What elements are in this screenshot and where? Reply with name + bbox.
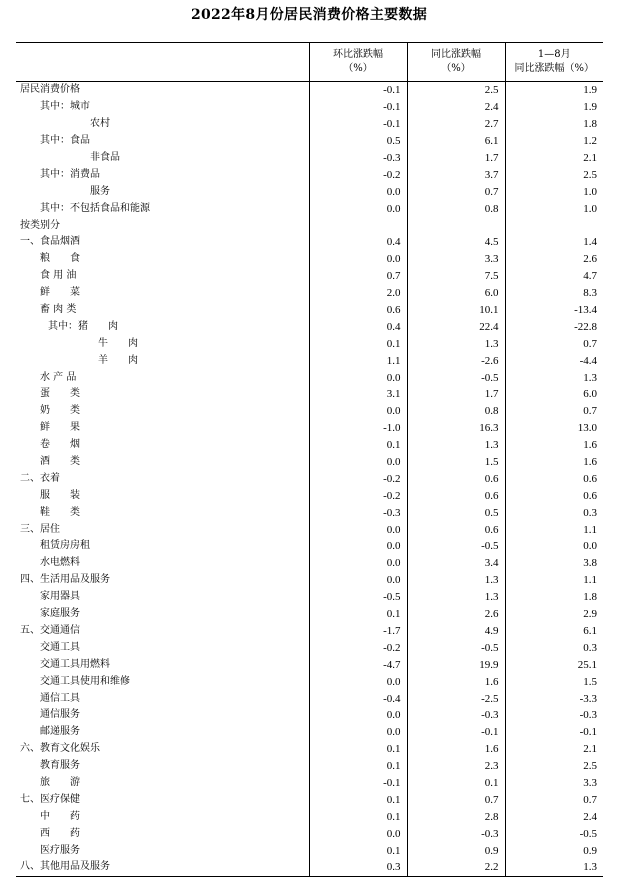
row-label: 其中：食品	[40, 135, 90, 147]
table-row	[16, 606, 603, 623]
row-yoy-value: 0.7	[407, 183, 505, 200]
row-label: 教育服务	[40, 760, 80, 772]
row-yoy-value: 10.1	[407, 302, 505, 319]
header-mom-line1: 环比涨跌幅	[333, 49, 383, 60]
table-row	[16, 758, 603, 775]
header-ytd-line1: 1—8月	[537, 49, 571, 60]
row-label: 二、衣着	[20, 472, 60, 484]
row-ytd-value: 0.0	[505, 538, 603, 555]
row-label: 服务	[90, 185, 110, 197]
row-ytd-value: 1.1	[505, 521, 603, 538]
table-row	[16, 302, 603, 319]
table-row	[16, 504, 603, 521]
row-label: 八、其他用品及服务	[16, 859, 309, 876]
row-yoy-value	[407, 217, 505, 234]
row-label: 卷 烟	[40, 439, 80, 451]
row-label: 一、食品烟酒	[20, 236, 80, 248]
row-yoy-value: -0.5	[407, 369, 505, 386]
row-ytd-value: 1.8	[505, 116, 603, 133]
table-row	[16, 133, 603, 150]
table-row	[16, 741, 603, 758]
row-yoy-value: 0.8	[407, 200, 505, 217]
row-mom-value: 0.0	[309, 200, 407, 217]
row-ytd-value	[505, 217, 603, 234]
row-ytd-value: -0.1	[505, 724, 603, 741]
row-mom-value: 0.1	[309, 758, 407, 775]
row-ytd-value: -3.3	[505, 690, 603, 707]
header-yoy-line1: 同比涨跌幅	[431, 49, 481, 60]
row-ytd-value: 1.0	[505, 183, 603, 200]
row-mom-value: -0.3	[309, 150, 407, 167]
row-ytd-value: 0.3	[505, 639, 603, 656]
table-row	[16, 454, 603, 471]
row-ytd-value: 6.1	[505, 623, 603, 640]
header-ytd-line2: 同比涨跌幅（%）	[514, 63, 594, 74]
row-label: 邮递服务	[40, 726, 80, 738]
row-ytd-value: 4.7	[505, 268, 603, 285]
table-row	[16, 572, 603, 589]
row-label: 其中：猪 肉	[48, 320, 118, 332]
row-ytd-value: 2.6	[505, 251, 603, 268]
row-mom-value: -0.2	[309, 166, 407, 183]
row-yoy-value: -0.1	[407, 724, 505, 741]
table-row	[16, 437, 603, 454]
table-row	[16, 639, 603, 656]
table-row	[16, 150, 603, 167]
table-row	[16, 707, 603, 724]
table-row	[16, 251, 603, 268]
row-label: 鲜 菜	[40, 287, 80, 299]
header-ytd	[505, 43, 603, 82]
row-mom-value: 0.0	[309, 724, 407, 741]
row-yoy-value: 0.8	[407, 403, 505, 420]
row-mom-value: -0.1	[309, 82, 407, 99]
table-row	[16, 555, 603, 572]
row-label: 中 药	[40, 810, 80, 822]
row-mom-value: 0.4	[309, 318, 407, 335]
row-mom-value: 0.6	[309, 302, 407, 319]
table-row	[16, 791, 603, 808]
row-yoy-value: 2.6	[407, 606, 505, 623]
row-yoy-value: 0.5	[407, 504, 505, 521]
row-label: 五、交通通信	[20, 624, 80, 636]
row-yoy-value: 22.4	[407, 318, 505, 335]
row-label: 通信工具	[40, 692, 80, 704]
row-ytd-value: 1.4	[505, 234, 603, 251]
row-ytd-value: 1.6	[505, 454, 603, 471]
row-ytd-value: 2.4	[505, 808, 603, 825]
row-ytd-value: 1.1	[505, 572, 603, 589]
row-yoy-value: 0.6	[407, 521, 505, 538]
table-row	[16, 183, 603, 200]
row-mom-value: 0.1	[309, 437, 407, 454]
row-ytd-value: 0.6	[505, 487, 603, 504]
row-ytd-value: 1.2	[505, 133, 603, 150]
table-row	[16, 82, 603, 99]
row-mom-value: 0.0	[309, 538, 407, 555]
table-row	[16, 99, 603, 116]
table-row	[16, 166, 603, 183]
row-label: 交通工具用燃料	[40, 658, 110, 670]
row-ytd-value: 6.0	[505, 386, 603, 403]
row-mom-value: -4.7	[309, 656, 407, 673]
row-label: 租赁房房租	[40, 540, 90, 552]
row-yoy-value: 3.7	[407, 166, 505, 183]
row-label: 鲜 果	[40, 422, 80, 434]
row-mom-value: 0.0	[309, 251, 407, 268]
row-label: 医疗服务	[40, 844, 80, 856]
row-mom-value: 0.1	[309, 808, 407, 825]
row-ytd-value: 1.9	[505, 99, 603, 116]
row-ytd-value: 2.1	[505, 150, 603, 167]
row-mom-value: 0.0	[309, 673, 407, 690]
table-row	[16, 369, 603, 386]
row-mom-value: 1.1	[309, 352, 407, 369]
row-label: 其中：消费品	[40, 168, 100, 180]
row-yoy-value: 1.6	[407, 673, 505, 690]
row-label: 交通工具	[40, 641, 80, 653]
row-mom-value: 0.7	[309, 268, 407, 285]
row-label: 服 装	[40, 489, 80, 501]
table-row	[16, 623, 603, 640]
row-yoy-value: 0.1	[407, 775, 505, 792]
header-mom	[309, 43, 407, 82]
row-label: 牛 肉	[98, 337, 138, 349]
row-ytd-value: 2.5	[505, 166, 603, 183]
row-mom-value: 0.1	[309, 842, 407, 859]
table-row	[16, 690, 603, 707]
row-yoy-value: 1.3	[407, 335, 505, 352]
row-mom-value: 0.0	[309, 825, 407, 842]
table-row	[16, 116, 603, 133]
row-ytd-value: 0.7	[505, 403, 603, 420]
row-mom-value: 0.5	[309, 133, 407, 150]
row-mom-value: -0.2	[309, 470, 407, 487]
table-header-row	[16, 43, 603, 82]
row-ytd-value: 0.6	[505, 470, 603, 487]
row-mom-value: -0.5	[309, 589, 407, 606]
row-mom-value: 0.0	[309, 572, 407, 589]
row-mom-value: 0.1	[309, 741, 407, 758]
row-label: 奶 类	[40, 405, 80, 417]
table-row	[16, 403, 603, 420]
row-label: 羊 肉	[98, 354, 138, 366]
row-yoy-value: 1.3	[407, 572, 505, 589]
row-mom-value: 3.1	[309, 386, 407, 403]
row-label: 农村	[90, 118, 110, 130]
table-row	[16, 420, 603, 437]
table-row	[16, 673, 603, 690]
row-yoy-value: 6.1	[407, 133, 505, 150]
row-mom-value: -0.1	[309, 116, 407, 133]
row-yoy-value: -0.5	[407, 538, 505, 555]
row-yoy-value: 2.2	[407, 859, 505, 876]
row-ytd-value: -22.8	[505, 318, 603, 335]
row-yoy-value: -0.3	[407, 707, 505, 724]
row-yoy-value: 6.0	[407, 285, 505, 302]
row-mom-value: 0.0	[309, 707, 407, 724]
row-mom-value: 2.0	[309, 285, 407, 302]
row-label: 水 产 品	[40, 371, 77, 383]
cpi-table	[16, 42, 603, 877]
table-row	[16, 808, 603, 825]
row-yoy-value: -0.3	[407, 825, 505, 842]
row-ytd-value: 1.3	[505, 859, 603, 876]
row-yoy-value: 3.3	[407, 251, 505, 268]
row-label: 其中：城市	[40, 101, 90, 113]
row-ytd-value: 2.9	[505, 606, 603, 623]
row-mom-value	[309, 217, 407, 234]
row-label: 家庭服务	[40, 608, 80, 620]
row-mom-value: 0.0	[309, 403, 407, 420]
row-mom-value: -0.1	[309, 775, 407, 792]
row-label: 六、教育文化娱乐	[20, 743, 100, 755]
row-mom-value: 0.0	[309, 183, 407, 200]
row-ytd-value: -4.4	[505, 352, 603, 369]
row-yoy-value: 2.7	[407, 116, 505, 133]
header-item	[16, 43, 309, 82]
row-ytd-value: -0.5	[505, 825, 603, 842]
table-row	[16, 589, 603, 606]
row-ytd-value: 8.3	[505, 285, 603, 302]
row-label: 酒 类	[40, 456, 80, 468]
table-row	[16, 724, 603, 741]
row-yoy-value: 1.3	[407, 437, 505, 454]
row-mom-value: 0.0	[309, 369, 407, 386]
row-mom-value: -0.4	[309, 690, 407, 707]
row-mom-value: -1.7	[309, 623, 407, 640]
row-yoy-value: 7.5	[407, 268, 505, 285]
row-label: 西 药	[40, 827, 80, 839]
row-mom-value: -1.0	[309, 420, 407, 437]
row-yoy-value: 0.7	[407, 791, 505, 808]
row-yoy-value: 16.3	[407, 420, 505, 437]
row-mom-value: -0.3	[309, 504, 407, 521]
table-row	[16, 268, 603, 285]
row-label: 三、居住	[20, 523, 60, 535]
row-ytd-value: 3.8	[505, 555, 603, 572]
row-ytd-value: -0.3	[505, 707, 603, 724]
row-label: 粮 食	[40, 253, 80, 265]
row-ytd-value: -13.4	[505, 302, 603, 319]
row-yoy-value: 2.8	[407, 808, 505, 825]
table-row	[16, 386, 603, 403]
row-ytd-value: 1.9	[505, 82, 603, 99]
table-row	[16, 285, 603, 302]
row-label: 居民消费价格	[20, 84, 80, 96]
row-label: 按类别分	[20, 219, 60, 231]
table-row	[16, 200, 603, 217]
table-row	[16, 318, 603, 335]
row-yoy-value: 2.4	[407, 99, 505, 116]
header-mom-line2: （%）	[343, 63, 373, 74]
row-label: 水电燃料	[40, 557, 80, 569]
row-yoy-value: 19.9	[407, 656, 505, 673]
row-ytd-value: 1.3	[505, 369, 603, 386]
table-row	[16, 825, 603, 842]
row-yoy-value: 1.5	[407, 454, 505, 471]
row-yoy-value: 1.3	[407, 589, 505, 606]
row-ytd-value: 1.5	[505, 673, 603, 690]
row-mom-value: 0.1	[309, 791, 407, 808]
row-ytd-value: 0.7	[505, 335, 603, 352]
row-mom-value: 0.4	[309, 234, 407, 251]
row-yoy-value: 1.7	[407, 150, 505, 167]
row-label: 其中：不包括食品和能源	[40, 202, 150, 214]
row-mom-value: 0.1	[309, 335, 407, 352]
table-body	[16, 82, 603, 877]
row-ytd-value: 13.0	[505, 420, 603, 437]
row-ytd-value: 0.3	[505, 504, 603, 521]
row-mom-value: -0.2	[309, 639, 407, 656]
row-label: 四、生活用品及服务	[20, 574, 110, 586]
row-label: 通信服务	[40, 709, 80, 721]
row-mom-value: 0.0	[309, 555, 407, 572]
header-yoy	[407, 43, 505, 82]
row-yoy-value: 1.6	[407, 741, 505, 758]
table-row	[16, 775, 603, 792]
header-yoy-line2: （%）	[441, 63, 471, 74]
row-ytd-value: 0.9	[505, 842, 603, 859]
row-yoy-value: -2.6	[407, 352, 505, 369]
row-label: 食 用 油	[40, 270, 77, 282]
table-row	[16, 470, 603, 487]
row-ytd-value: 0.7	[505, 791, 603, 808]
row-ytd-value: 1.6	[505, 437, 603, 454]
row-yoy-value: -0.5	[407, 639, 505, 656]
row-yoy-value: 0.6	[407, 487, 505, 504]
row-label: 畜 肉 类	[40, 304, 77, 316]
table-row	[16, 656, 603, 673]
row-mom-value: 0.3	[309, 859, 407, 876]
row-yoy-value: 0.6	[407, 470, 505, 487]
table-row	[16, 521, 603, 538]
row-ytd-value: 1.8	[505, 589, 603, 606]
row-label: 鞋 类	[40, 506, 80, 518]
row-mom-value: -0.1	[309, 99, 407, 116]
row-ytd-value: 3.3	[505, 775, 603, 792]
row-label: 七、医疗保健	[20, 793, 80, 805]
row-label: 蛋 类	[40, 388, 80, 400]
row-yoy-value: 2.3	[407, 758, 505, 775]
row-mom-value: -0.2	[309, 487, 407, 504]
row-label: 交通工具使用和维修	[40, 675, 130, 687]
row-mom-value: 0.0	[309, 521, 407, 538]
table-row	[16, 335, 603, 352]
table-row	[16, 217, 603, 234]
table-row	[16, 487, 603, 504]
table-row	[16, 352, 603, 369]
row-label: 家用器具	[40, 591, 80, 603]
row-label: 旅 游	[40, 776, 80, 788]
table-row	[16, 538, 603, 555]
row-mom-value: 0.1	[309, 606, 407, 623]
row-yoy-value: 3.4	[407, 555, 505, 572]
row-yoy-value: -2.5	[407, 690, 505, 707]
row-ytd-value: 1.0	[505, 200, 603, 217]
row-mom-value: 0.0	[309, 454, 407, 471]
row-ytd-value: 2.1	[505, 741, 603, 758]
table-row	[16, 859, 603, 876]
row-yoy-value: 1.7	[407, 386, 505, 403]
row-ytd-value: 25.1	[505, 656, 603, 673]
row-label: 非食品	[90, 152, 120, 163]
row-ytd-value: 2.5	[505, 758, 603, 775]
table-row	[16, 234, 603, 251]
page-title: 2022年8月份居民消费价格主要数据	[190, 7, 428, 23]
row-yoy-value: 0.9	[407, 842, 505, 859]
row-yoy-value: 4.9	[407, 623, 505, 640]
row-yoy-value: 2.5	[407, 82, 505, 99]
row-yoy-value: 4.5	[407, 234, 505, 251]
table-row	[16, 842, 603, 859]
